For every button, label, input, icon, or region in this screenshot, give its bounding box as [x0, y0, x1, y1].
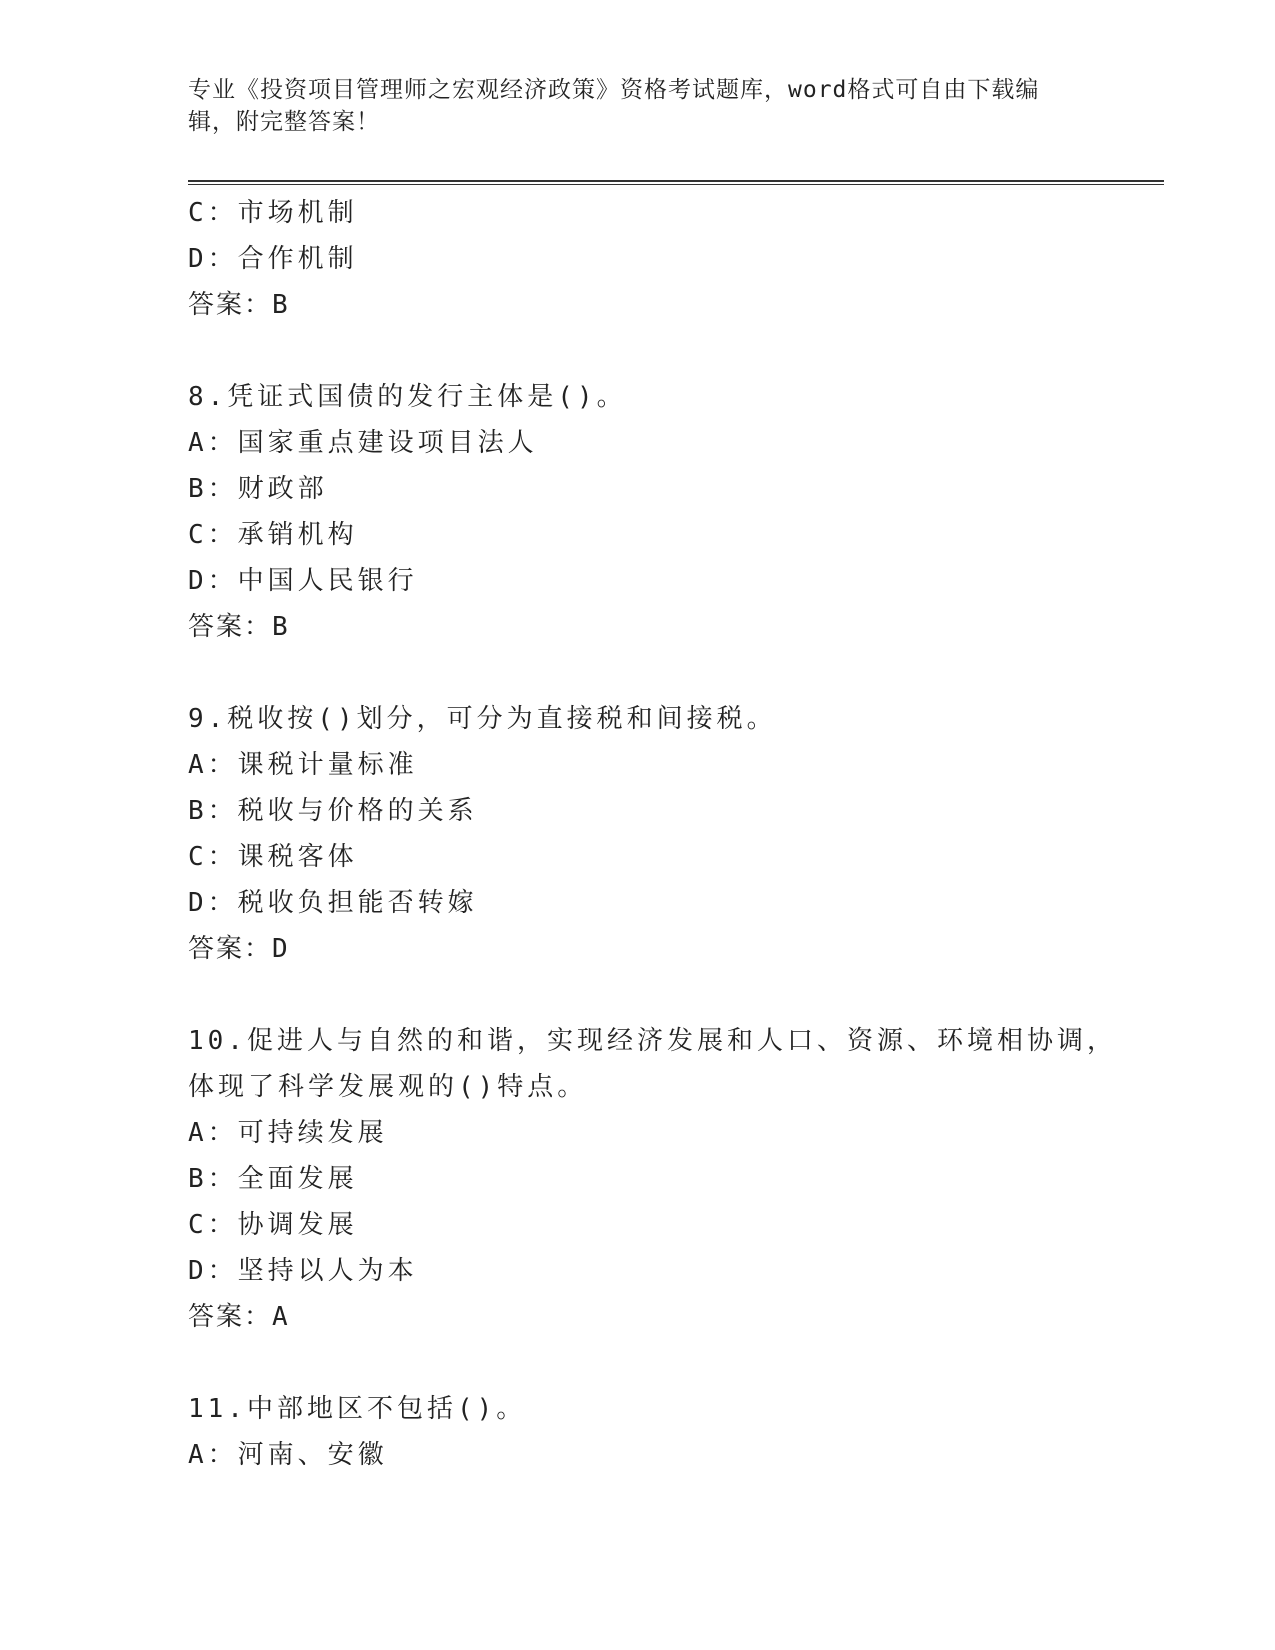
document-header: [188, 74, 1088, 138]
option-a: A：河南、安徽: [188, 1440, 388, 1470]
question-stem-line-1: 10.促进人与自然的和谐，实现经济发展和人口、资源、环境相协调，: [188, 1026, 1117, 1056]
question-8: [188, 374, 1088, 650]
option-d: D：税收负担能否转嫁: [188, 888, 478, 918]
question-stem: 11.中部地区不包括()。: [188, 1394, 527, 1424]
option-a: A：国家重点建设项目法人: [188, 428, 538, 458]
option-d: D：坚持以人为本: [188, 1256, 418, 1286]
question-stem-line-2: 体现了科学发展观的()特点。: [188, 1072, 588, 1102]
header-line-2: 辑，附完整答案！: [188, 109, 380, 135]
question-9: [188, 696, 1088, 972]
spacer: [188, 650, 1088, 696]
question-stem: 9.税收按()划分，可分为直接税和间接税。: [188, 704, 777, 734]
header-rule-thick: [188, 180, 1164, 182]
option-c: C：市场机制: [188, 198, 358, 228]
answer-line: 答案：A: [188, 1302, 290, 1332]
option-b: B：全面发展: [188, 1164, 358, 1194]
option-d: D：合作机制: [188, 244, 358, 274]
option-c: C：承销机构: [188, 520, 358, 550]
option-b: B：财政部: [188, 474, 328, 504]
option-c: C：协调发展: [188, 1210, 358, 1240]
answer-line: 答案：B: [188, 612, 290, 642]
header-line-1: 专业《投资项目管理师之宏观经济政策》资格考试题库，word格式可自由下载编: [188, 77, 1040, 103]
question-7-continuation: [188, 190, 1088, 328]
option-a: A：可持续发展: [188, 1118, 388, 1148]
question-11: [188, 1386, 1088, 1478]
option-c: C：课税客体: [188, 842, 358, 872]
header-rule-thin: [188, 184, 1164, 185]
option-b: B：税收与价格的关系: [188, 796, 478, 826]
question-stem: 8.凭证式国债的发行主体是()。: [188, 382, 627, 412]
spacer: [188, 972, 1088, 1018]
answer-line: 答案：B: [188, 290, 290, 320]
spacer: [188, 1340, 1088, 1386]
spacer: [188, 328, 1088, 374]
answer-line: 答案：D: [188, 934, 290, 964]
option-a: A：课税计量标准: [188, 750, 418, 780]
question-10: [188, 1018, 1117, 1340]
question-list: [188, 190, 1117, 1478]
option-d: D：中国人民银行: [188, 566, 418, 596]
